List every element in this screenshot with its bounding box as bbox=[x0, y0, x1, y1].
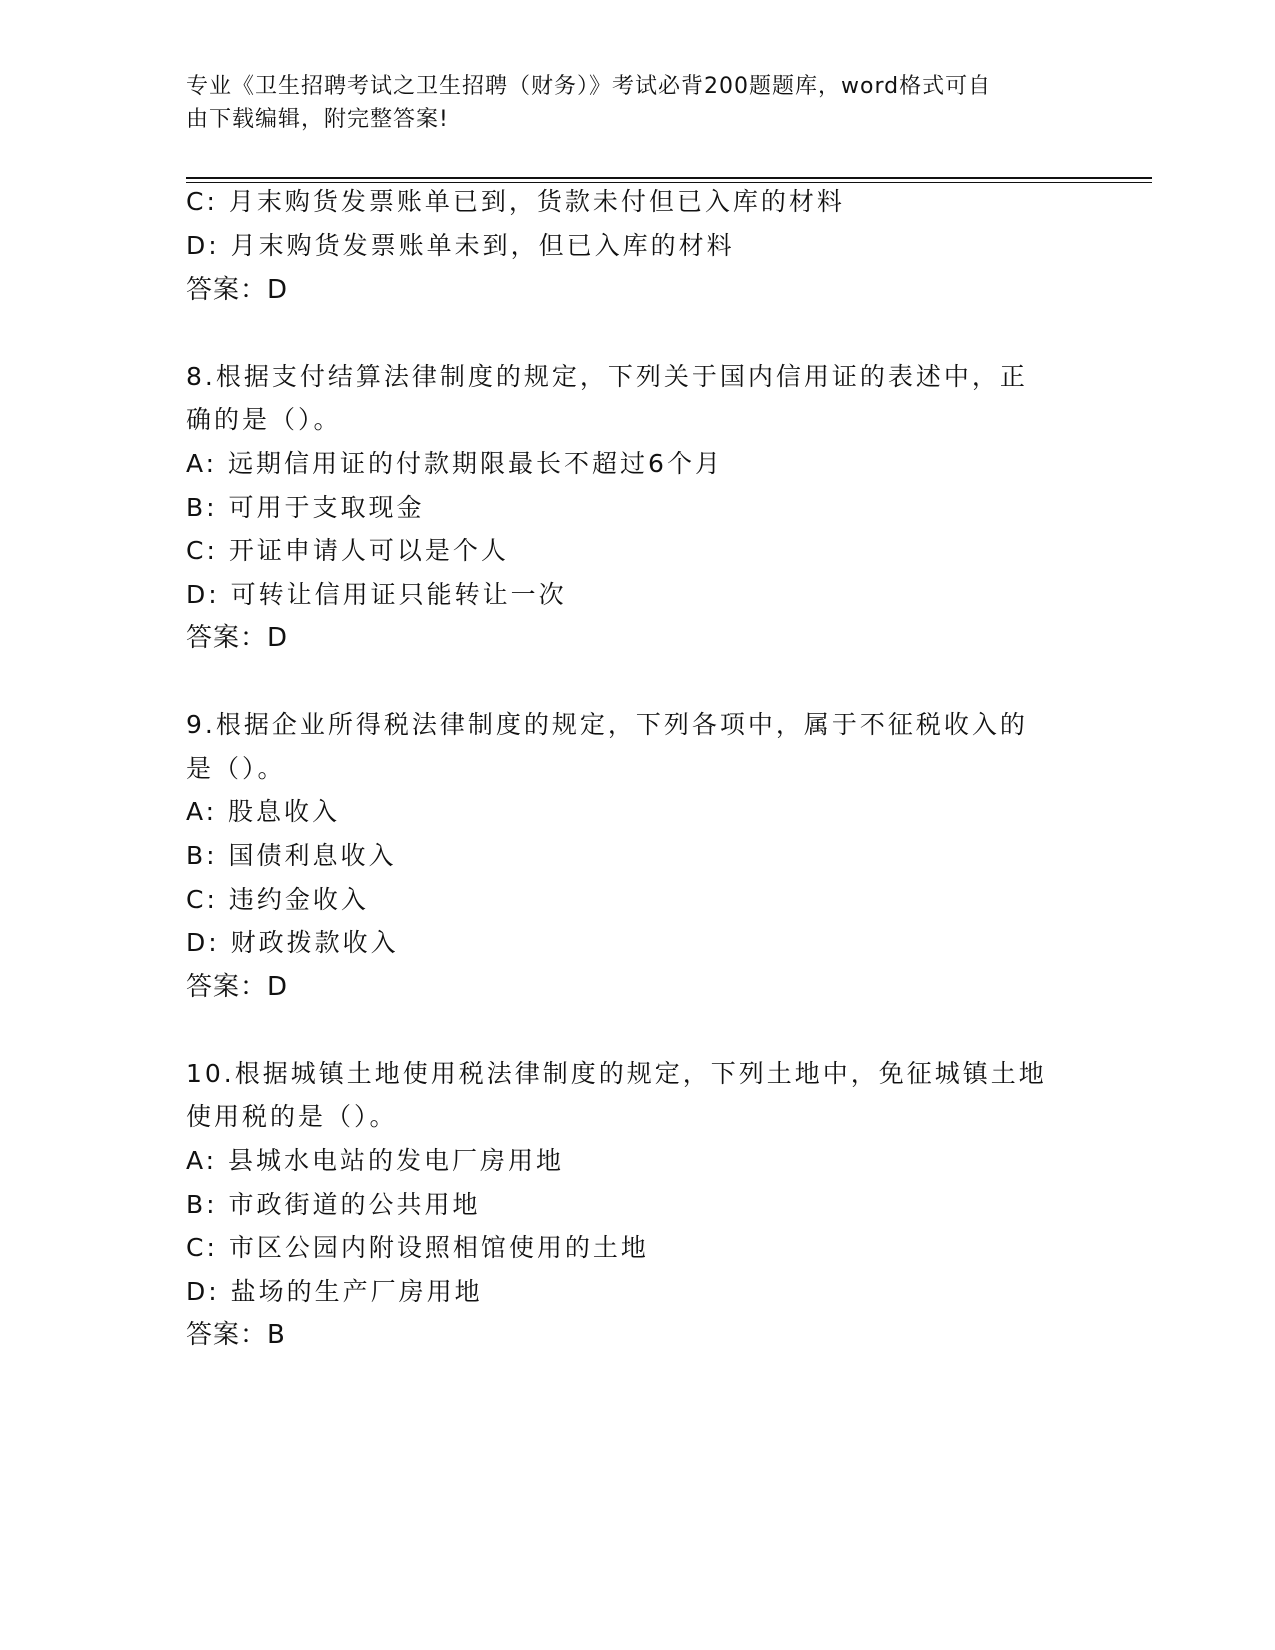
header-divider-thin bbox=[186, 182, 1152, 183]
q10-option-c: C: 市区公园内附设照相馆使用的土地 bbox=[186, 1233, 649, 1262]
q8-stem-line-1: 8.根据支付结算法律制度的规定，下列关于国内信用证的表述中，正 bbox=[186, 362, 1028, 391]
q8-stem-line-2: 确的是（）。 bbox=[186, 405, 342, 434]
q10-option-d: D: 盐场的生产厂房用地 bbox=[186, 1277, 483, 1306]
header-divider-thick bbox=[186, 177, 1152, 179]
q8-option-d: D: 可转让信用证只能转让一次 bbox=[186, 580, 567, 609]
q8-option-b: B: 可用于支取现金 bbox=[186, 493, 425, 522]
q9-answer: 答案：D bbox=[186, 972, 289, 1002]
q9-stem-line-2: 是（）。 bbox=[186, 754, 286, 783]
header-line-2: 由下载编辑，附完整答案! bbox=[186, 107, 449, 132]
q8-option-a: A: 远期信用证的付款期限最长不超过6个月 bbox=[186, 449, 723, 478]
q9-stem-line-1: 9.根据企业所得税法律制度的规定，下列各项中，属于不征税收入的 bbox=[186, 710, 1028, 739]
q7-answer: 答案：D bbox=[186, 275, 289, 305]
q9-option-b: B: 国债利息收入 bbox=[186, 841, 397, 870]
q7-option-c: C: 月末购货发票账单已到，货款未付但已入库的材料 bbox=[186, 187, 845, 216]
q10-stem-line-1: 10.根据城镇土地使用税法律制度的规定，下列土地中，免征城镇土地 bbox=[186, 1059, 1047, 1088]
document-header bbox=[186, 70, 1066, 136]
header-line-1: 专业《卫生招聘考试之卫生招聘（财务）》考试必背200题题库，word格式可自 bbox=[186, 74, 992, 99]
q10-answer: 答案：B bbox=[186, 1320, 286, 1350]
q7-option-d: D: 月末购货发票账单未到，但已入库的材料 bbox=[186, 231, 735, 260]
q8-option-c: C: 开证申请人可以是个人 bbox=[186, 536, 509, 565]
q10-stem-line-2: 使用税的是（）。 bbox=[186, 1102, 398, 1131]
q9-option-a: A: 股息收入 bbox=[186, 797, 341, 826]
q10-option-a: A: 县城水电站的发电厂房用地 bbox=[186, 1146, 565, 1175]
q10-option-b: B: 市政街道的公共用地 bbox=[186, 1190, 481, 1219]
q9-option-c: C: 违约金收入 bbox=[186, 885, 369, 914]
q8-answer: 答案：D bbox=[186, 623, 289, 653]
q9-option-d: D: 财政拨款收入 bbox=[186, 928, 399, 957]
